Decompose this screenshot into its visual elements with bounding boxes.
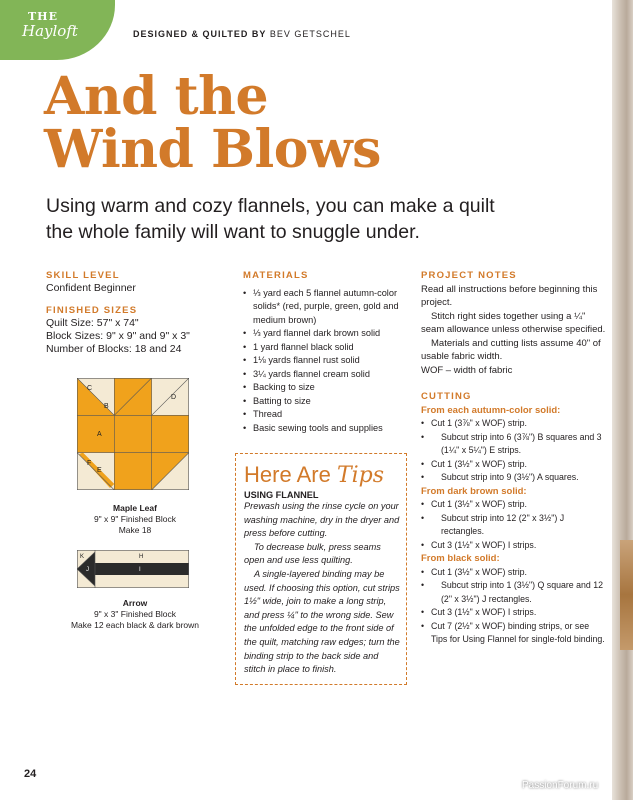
arrow-caption — [60, 598, 210, 631]
title-line-1: And the — [44, 66, 269, 127]
tips-title-here-are: Here Are — [244, 462, 337, 487]
logo-name: Hayloft — [22, 22, 78, 40]
notes-paragraph: WOF – width of fabric — [421, 364, 513, 376]
cutting-item: • Cut 3 (1½" x WOF) I strips. — [421, 606, 606, 620]
byline-label: DESIGNED & QUILTED BY — [133, 29, 267, 39]
notes-paragraph: Stitch right sides together using a ¼" seam allowance unless otherwise specified. — [421, 310, 606, 335]
watermark: PassionForum.ru — [522, 780, 599, 791]
page-number: 24 — [24, 768, 37, 780]
cutting-subheading: From black solid: — [421, 553, 500, 564]
arrow-label-h: H — [139, 554, 144, 560]
hayloft-logo — [0, 0, 115, 60]
number-of-blocks: Number of Blocks: 18 and 24 — [46, 343, 182, 355]
maple-label-c: C — [87, 385, 93, 392]
materials-heading: MATERIALS — [243, 270, 309, 281]
project-notes-heading: PROJECT NOTES — [421, 270, 517, 281]
edge-photo — [620, 540, 633, 650]
cutting-list — [421, 566, 606, 647]
designer-name: BEV GETSCHEL — [269, 29, 351, 39]
tip-paragraph: Prewash using the rinse cycle on your washing machine, dry in the dryer and press before cutting. — [244, 501, 400, 539]
maple-leaf-name: Maple Leaf — [113, 503, 157, 513]
maple-label-f: F — [87, 460, 92, 467]
materials-item: • Batting to size — [243, 395, 403, 409]
cutting-list — [421, 417, 606, 485]
materials-item: • 1 yard flannel black solid — [243, 341, 403, 355]
maple-leaf-make: Make 18 — [118, 525, 152, 535]
tips-title-tips: Tips — [336, 463, 385, 488]
cutting-item: • Cut 1 (3⅞" x WOF) strip. — [421, 417, 606, 431]
quilt-size: Quilt Size: 57" x 74" — [46, 317, 139, 329]
right-column — [421, 269, 606, 647]
logo-the: THE — [28, 10, 58, 23]
materials-item: • ⅓ yard each 5 flannel autumn-color solids* (red, purple, green, gold and medium brown) — [243, 287, 403, 328]
cutting-subheading: From dark brown solid: — [421, 485, 527, 497]
materials-item: • ⅓ yard flannel dark brown solid — [243, 327, 403, 341]
arrow-make: Make 12 each black & dark brown — [70, 620, 200, 630]
materials-item: • 1⅛ yards flannel rust solid — [243, 354, 403, 368]
tip-paragraph: To decrease bulk, press seams open and use less quilting. — [244, 541, 381, 566]
maple-label-b: B — [104, 403, 109, 410]
left-column — [46, 269, 216, 365]
block-sizes: Block Sizes: 9" x 9" and 9" x 3" — [46, 330, 190, 342]
cutting-subitem: • Subcut strip into 6 (3⅞") B squares and 3 (1¼" x 5¼") E strips. — [421, 431, 606, 458]
cutting-item: • Cut 1 (3½" x WOF) strip. — [421, 458, 606, 472]
maple-label-d: D — [171, 394, 177, 401]
arrow-block-diagram — [77, 550, 189, 588]
cutting-subheading: From each autumn-color solid: — [421, 404, 561, 416]
finished-sizes-section — [46, 304, 216, 356]
notes-paragraph: Materials and cutting lists assume 40" of usable fabric width. — [421, 337, 601, 362]
page-edge — [612, 0, 633, 800]
materials-item: • Backing to size — [243, 381, 403, 395]
materials-section — [243, 269, 403, 435]
page-title — [44, 66, 381, 180]
byline — [133, 29, 351, 39]
arrow-size: 9" x 3" Finished Block — [93, 609, 177, 619]
arrow-label-k: K — [80, 554, 85, 560]
skill-level-value: Confident Beginner — [46, 282, 136, 294]
cutting-item: • Cut 1 (3½" x WOF) strip. — [421, 566, 606, 580]
maple-leaf-size: 9" x 9" Finished Block — [93, 514, 177, 524]
cutting-heading: CUTTING — [421, 391, 472, 402]
maple-leaf-block-diagram — [77, 378, 189, 490]
tip-paragraph: A single-layered binding may be used. If choosing this option, cut strips 1½" wide, join to make a long strip, and press ¼" to the wrong side. Sew the unfolded edge to the front side of the quilt, matching raw edges; turn the binding strip to the back side and stitch in place to finish. — [244, 568, 400, 675]
subtitle: Using warm and cozy flannels, you can make a quilt the whole family will want to snuggle under. — [46, 195, 495, 243]
cutting-item: • Cut 7 (2½" x WOF) binding strips, or see Tips for Using Flannel for single-fold binding. — [421, 620, 606, 647]
cutting-subitem: • Subcut strip into 1 (3½") Q square and 12 (2" x 3½") J rectangles. — [421, 579, 606, 606]
tips-subheading: USING FLANNEL — [244, 490, 319, 500]
notes-paragraph: Read all instructions before beginning this project. — [421, 283, 598, 308]
arrow-name: Arrow — [122, 598, 148, 608]
maple-label-a: A — [97, 431, 102, 438]
maple-leaf-caption — [60, 503, 210, 536]
tips-box — [235, 453, 407, 685]
cutting-item: • Cut 1 (3½" x WOF) strip. — [421, 498, 606, 512]
materials-item: • Thread — [243, 408, 403, 422]
cutting-subitem: • Subcut strip into 12 (2" x 3½") J rectangles. — [421, 512, 606, 539]
finished-sizes-heading: FINISHED SIZES — [46, 305, 138, 316]
cutting-subitem: • Subcut strip into 9 (3½") A squares. — [421, 471, 606, 485]
arrow-label-j: J — [86, 567, 89, 573]
skill-level-heading: SKILL LEVEL — [46, 270, 120, 281]
materials-item: • Basic sewing tools and supplies — [243, 422, 403, 436]
tips-title — [244, 462, 400, 488]
cutting-item: • Cut 3 (1½" x WOF) I strips. — [421, 539, 606, 553]
cutting-list — [421, 498, 606, 552]
arrow-label-i: I — [139, 567, 141, 573]
skill-level-section — [46, 269, 216, 295]
materials-item: • 3¼ yards flannel cream solid — [243, 368, 403, 382]
materials-list — [243, 287, 403, 436]
maple-label-e: E — [97, 467, 102, 474]
title-line-2: Wind Blows — [44, 119, 381, 180]
